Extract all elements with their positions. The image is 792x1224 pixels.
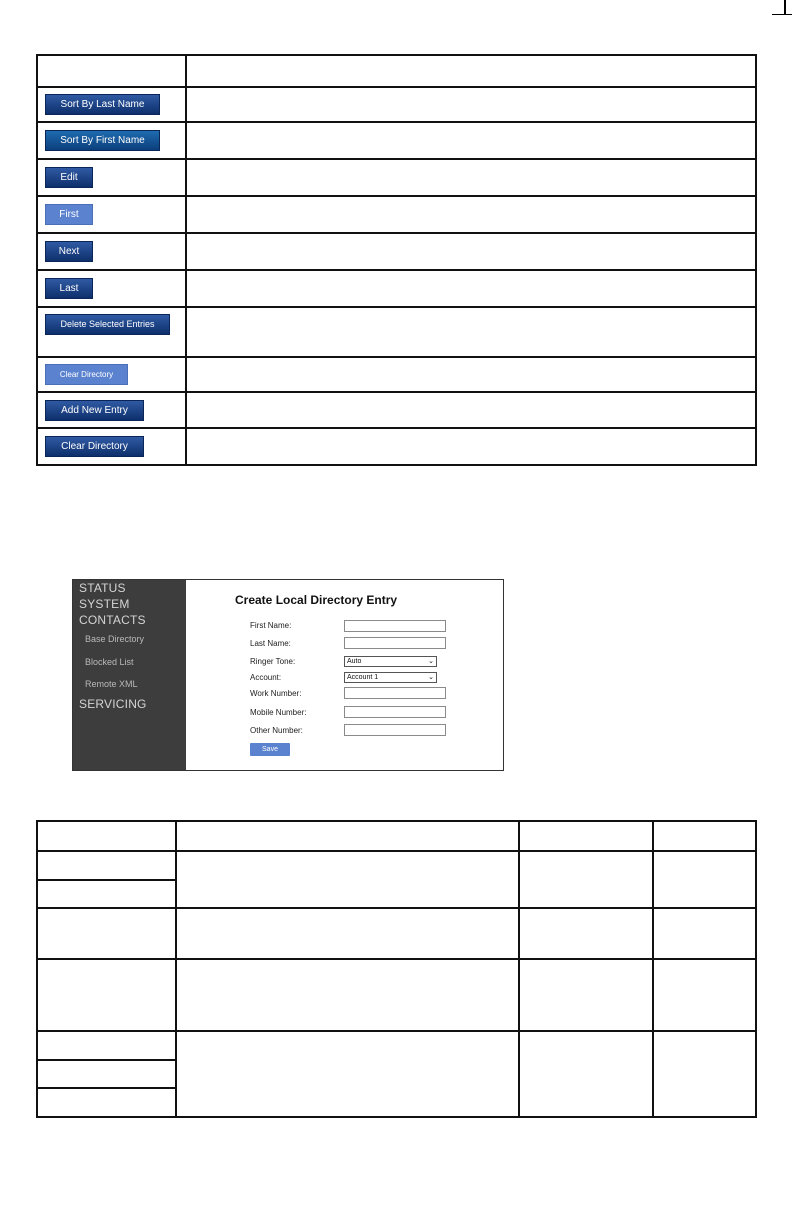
nav-status[interactable]: STATUS — [79, 581, 126, 595]
edit-button[interactable]: Edit — [45, 167, 93, 188]
add-new-entry-button[interactable]: Add New Entry — [45, 400, 144, 421]
clear-directory-button[interactable]: Clear Directory — [45, 436, 144, 457]
account-value: Account 1 — [347, 674, 379, 681]
table-row — [37, 233, 756, 270]
table-row — [37, 122, 756, 159]
ringer-tone-label: Ringer Tone: — [250, 657, 296, 666]
field-description-table — [36, 820, 757, 1118]
last-name-label: Last Name: — [250, 639, 291, 648]
last-button[interactable]: Last — [45, 278, 93, 299]
crop-mark-right — [772, 14, 792, 15]
chevron-down-icon: ⌄ — [428, 674, 434, 681]
form-title: Create Local Directory Entry — [235, 593, 398, 607]
first-button[interactable]: First — [45, 204, 93, 225]
ringer-tone-value: Auto — [347, 658, 362, 665]
nav-base-directory[interactable]: Base Directory — [85, 634, 145, 644]
table-row — [37, 307, 756, 357]
account-label: Account: — [250, 673, 282, 682]
save-button[interactable]: Save — [250, 743, 290, 756]
nav-contacts[interactable]: CONTACTS — [79, 613, 146, 627]
last-name-input[interactable] — [344, 637, 446, 649]
other-number-input[interactable] — [344, 724, 446, 736]
first-name-label: First Name: — [250, 621, 292, 630]
clear-directory-small-button[interactable]: Clear Directory — [45, 364, 128, 385]
mobile-number-input[interactable] — [344, 706, 446, 718]
nav-blocked-list[interactable]: Blocked List — [85, 657, 134, 667]
nav-system[interactable]: SYSTEM — [79, 597, 130, 611]
next-button[interactable]: Next — [45, 241, 93, 262]
work-number-input[interactable] — [344, 687, 446, 699]
nav-remote-xml[interactable]: Remote XML — [85, 679, 138, 689]
table-header-row — [37, 821, 756, 851]
sort-by-first-name-button[interactable]: Sort By First Name — [45, 130, 160, 151]
table-row — [37, 159, 756, 196]
table-row — [37, 959, 756, 1031]
work-number-label: Work Number: — [250, 689, 302, 698]
other-number-label: Other Number: — [250, 726, 303, 735]
nav-servicing[interactable]: SERVICING — [79, 697, 147, 711]
ringer-tone-select[interactable] — [344, 656, 437, 667]
table-row — [37, 428, 756, 465]
create-entry-screenshot — [72, 579, 504, 771]
table-row — [37, 270, 756, 307]
chevron-down-icon: ⌄ — [428, 658, 434, 665]
account-select[interactable] — [344, 672, 437, 683]
sort-by-last-name-button[interactable]: Sort By Last Name — [45, 94, 160, 115]
table-row — [37, 1031, 756, 1060]
table-header-row — [37, 55, 756, 87]
first-name-input[interactable] — [344, 620, 446, 632]
mobile-number-label: Mobile Number: — [250, 708, 307, 717]
table-row — [37, 357, 756, 392]
crop-mark-top — [784, 0, 786, 14]
sidebar — [73, 580, 186, 770]
table-row — [37, 87, 756, 122]
button-reference-table — [36, 54, 757, 466]
table-row — [37, 196, 756, 233]
table-row — [37, 908, 756, 959]
table-row — [37, 851, 756, 880]
table-row — [37, 392, 756, 428]
delete-selected-entries-button[interactable]: Delete Selected Entries — [45, 314, 170, 335]
form-panel — [187, 580, 503, 770]
